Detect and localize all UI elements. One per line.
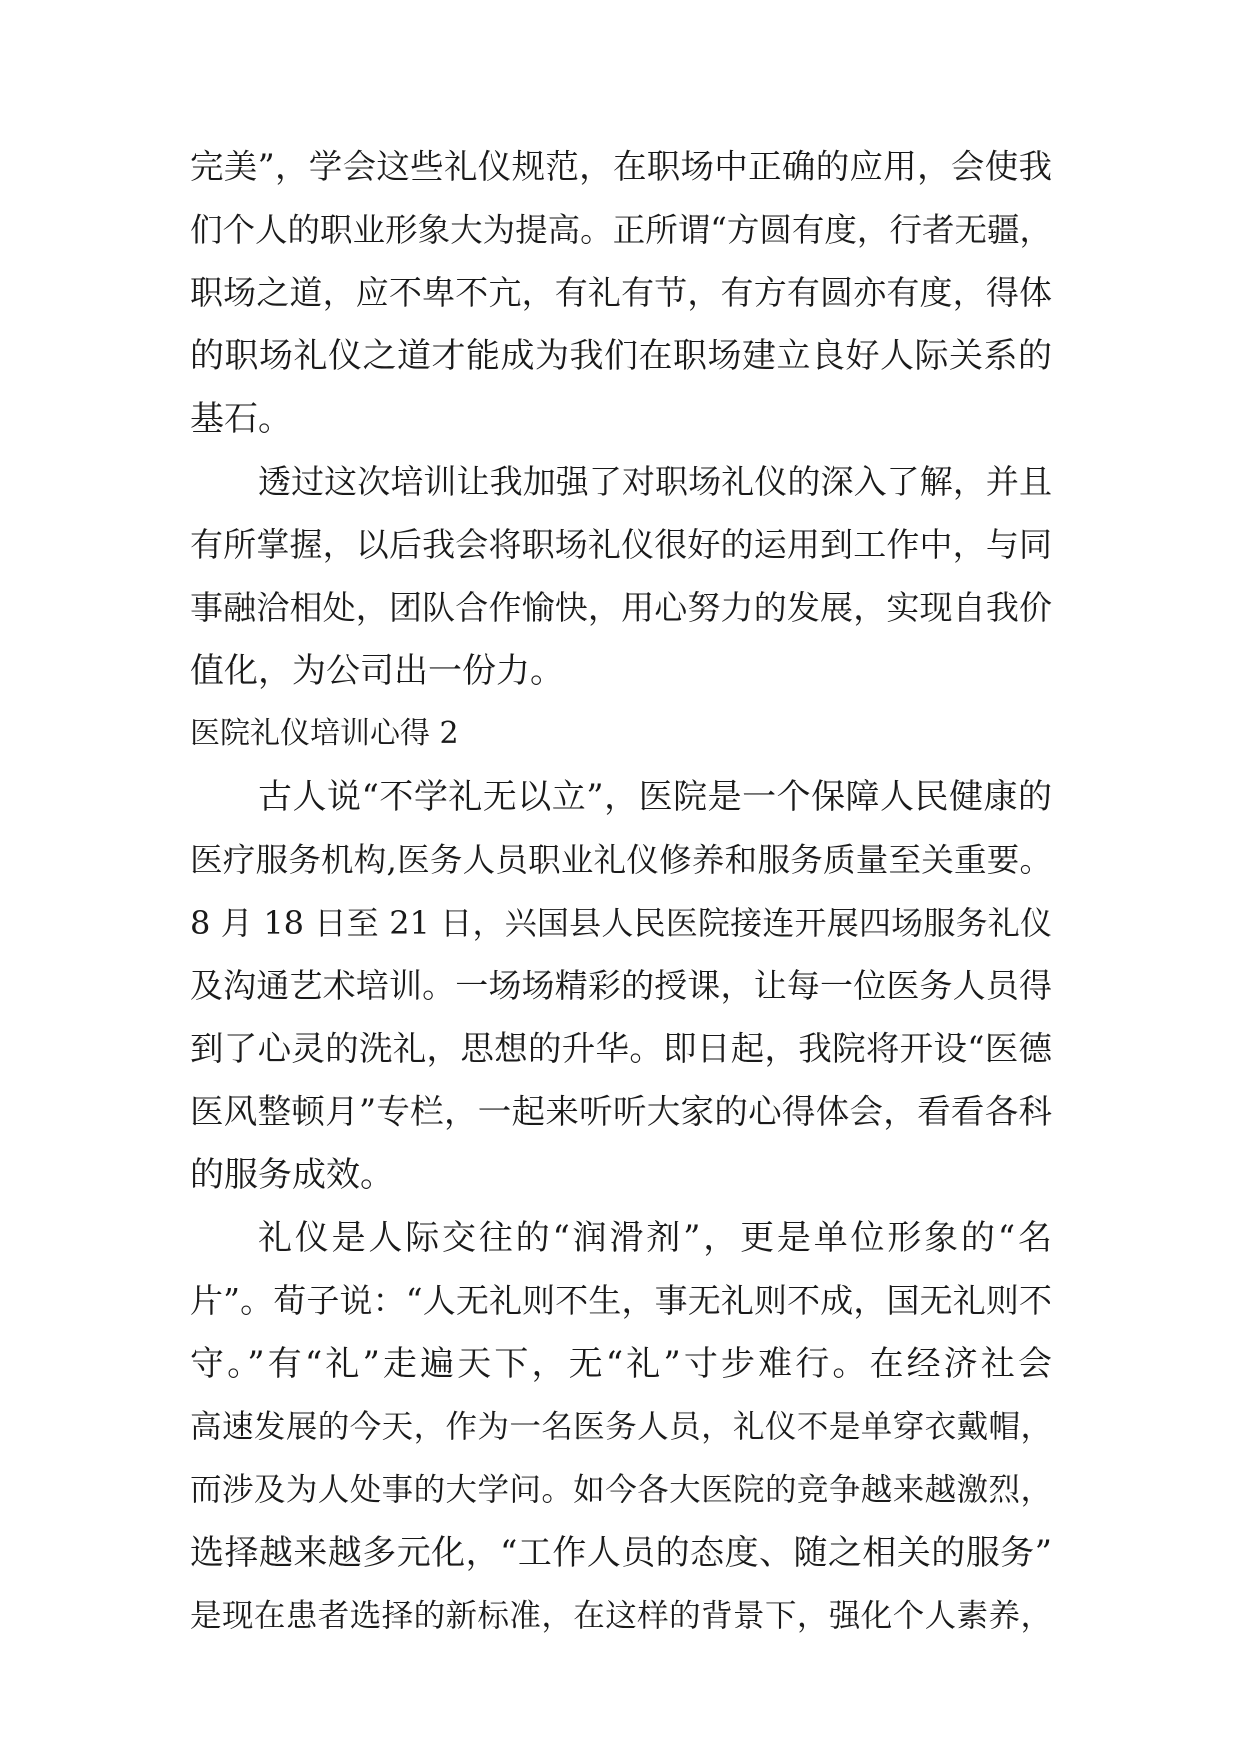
paragraph-3-line-6: 医风整顿月”专栏，一起来听听大家的心得体会，看看各科 [190,1092,1052,1131]
paragraph-3-line-2: 医疗服务机构,医务人员职业礼仪修养和服务质量至关重要。 [190,841,1052,879]
paragraph-4-line-6: 选择越来越多元化，“工作人员的态度、随之相关的服务” [190,1533,1052,1573]
paragraph-2-line-2: 有所掌握，以后我会将职场礼仪很好的运用到工作中，与同 [190,525,1052,564]
paragraph-2-line-4: 值化，为公司出一份力。 [190,651,564,691]
paragraph-4-line-3: 守。”有“礼”走遍天下，无“礼”寸步难行。在经济社会 [190,1344,1052,1384]
paragraph-3-line-3: 8 月 18 日至 21 日，兴国县人民医院接连开展四场服务礼仪 [190,904,1052,942]
paragraph-1-line-2: 们个人的职业形象大为提高。正所谓“方圆有度，行者无疆， [190,211,1052,249]
paragraph-1-line-4: 的职场礼仪之道才能成为我们在职场建立良好人际关系的 [190,336,1052,376]
paragraph-1-line-5: 基石。 [190,399,292,439]
paragraph-1-line-3: 职场之道，应不卑不亢，有礼有节，有方有圆亦有度，得体 [190,273,1052,312]
paragraph-4-line-2: 片”。荀子说：“人无礼则不生，事无礼则不成，国无礼则不 [190,1281,1052,1320]
paragraph-4-line-1: 礼仪是人际交往的“润滑剂”，更是单位形象的“名 [258,1218,1052,1258]
paragraph-3-line-5: 到了心灵的洗礼，思想的升华。即日起，我院将开设“医德 [190,1029,1052,1068]
paragraph-4-line-4: 高速发展的今天，作为一名医务人员，礼仪不是单穿衣戴帽， [190,1409,1052,1445]
paragraph-4-line-5: 而涉及为人处事的大学问。如今各大医院的竞争越来越激烈， [190,1472,1052,1508]
paragraph-3-line-4: 及沟通艺术培训。一场场精彩的授课，让每一位医务人员得 [190,966,1052,1005]
paragraph-1-line-1: 完美”，学会这些礼仪规范，在职场中正确的应用，会使我 [190,147,1052,186]
paragraph-4-line-7: 是现在患者选择的新标准，在这样的背景下，强化个人素养， [190,1598,1052,1634]
paragraph-3-line-1: 古人说“不学礼无以立”，医院是一个保障人民健康的 [258,777,1052,817]
paragraph-2-line-3: 事融洽相处，团队合作愉快，用心努力的发展，实现自我价 [190,588,1052,627]
paragraph-3-line-7: 的服务成效。 [190,1155,394,1195]
paragraph-2-line-1: 透过这次培训让我加强了对职场礼仪的深入了解，并且 [258,462,1052,501]
section-heading: 医院礼仪培训心得 2 [190,716,459,751]
